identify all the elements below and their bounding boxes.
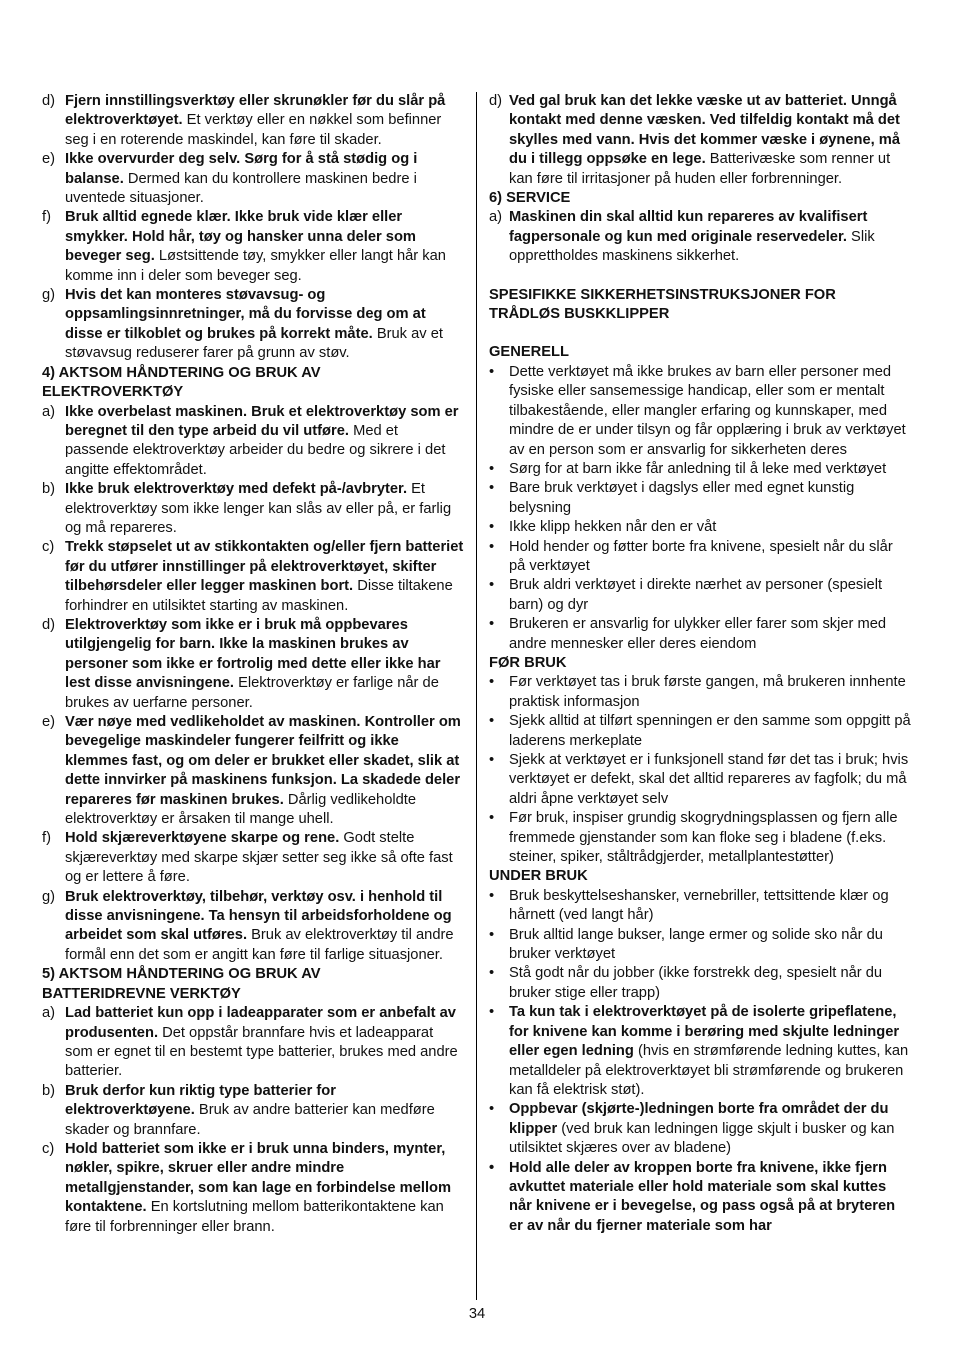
bullet-item: • Bruk alltid lange bukser, lange ermer og solide sko når du bruker verktøyet xyxy=(489,926,883,963)
list-item: e) Ikke overvurder deg selv. Sørg for å stå stødig og i balanse. Dermed kan du kontrollere maskinen bedre i uventede situasjoner. xyxy=(42,151,418,207)
section-heading: 5) AKTSOM HÅNDTERING OG BRUK AV BATTERIDREVNE VERKTØY xyxy=(42,966,321,1002)
section-heading: 4) AKTSOM HÅNDTERING OG BRUK AV ELEKTROVERKTØY xyxy=(42,364,321,401)
bullet-item: • Før bruk, inspiser grundig skogrydningsplassen og fjern alle fremmede gjenstander som kan floke seg i bladene (f.eks. steiner, spiker, ståltrådgjerder, metallplantestøtter) xyxy=(489,810,898,866)
bullet-item: • Sørg for at barn ikke får anledning til å leke med verktøyet xyxy=(489,460,887,477)
bullet-item: • Oppbevar (skjørte-)ledningen borte fra området der du klipper (ved bruk kan ledningen ligge skjult i busker og kan utilsiktet skjæres over av bladene) xyxy=(489,1101,895,1157)
list-item: d) Fjern innstillingsverktøy eller skrunøkler før du slår på elektroverktøyet. Et verktøy eller en nøkkel som befinner seg i en roterende maskindel, kan føre til skader. xyxy=(42,93,446,148)
page-number: 34 xyxy=(468,1306,486,1322)
bullet-item: • Stå godt når du jobber (ikke forstrekk deg, spesielt når du bruker stige eller trapp) xyxy=(489,965,883,1001)
list-item: a) Lad batteriet kun opp i ladeapparater som er anbefalt av produsenten. Det oppstår brannfare hvis et ladeapparat som er egnet til en bestemt type batterier, brukes med andre batterier. xyxy=(42,1005,458,1080)
bullet-item: • Ta kun tak i elektroverktøyet på de isolerte gripeflatene, for knivene kan komme i berøring med skjulte ledninger eller egen ledning (hvis en strømførende ledning kuttes, kan metalldeler på elektroverktøyet bli strømførende og brukeren kan få elektrisk støt). xyxy=(489,1004,909,1098)
bullet-item: • Bruk aldri verktøyet i direkte nærhet av personer (spesielt barn) og dyr xyxy=(489,577,883,613)
list-item: e) Vær nøye med vedlikeholdet av maskinen. Kontroller om bevegelige maskindeler fungerer feilfritt og ikke klemmes fast, og om deler er brukket eller skadet, slik at dette innvirker på maskinens funksjon. La skadede deler repareres før maskinen brukes. Dårlig vedlikeholdte elektroverktøy er årsaken til mange uhell. xyxy=(42,714,461,828)
section-heading: 6) SERVICE xyxy=(489,190,571,207)
bullet-item: • Hold alle deler av kroppen borte fra knivene, ikke fjern avkuttet materiale eller hold materiale som skal kuttes når knivene er i bevegelse, og pass også på at bryteren er av når du fjerner materiale som har xyxy=(489,1159,896,1234)
bullet-item: • Hold hender og føtter borte fra knivene, spesielt når du slår på verktøyet xyxy=(489,538,893,574)
section-heading: SPESIFIKKE SIKKERHETSINSTRUKSJONER FOR TRÅDLØS BUSKKLIPPER xyxy=(489,286,836,323)
list-item: a) Maskinen din skal alltid kun repareres av kvalifisert fagpersonale og kun med originale reservedeler. Slik opprettholdes maskinens sikkerhet. xyxy=(489,209,875,265)
list-item: g) Hvis det kan monteres støvavsug- og oppsamlingsinnretninger, må du forvisse deg om at disse er tilkoblet og brukes på korrekt måte. Bruk av et støvavsug reduserer farer på grunn av støv. xyxy=(42,287,443,362)
list-item: g) Bruk elektroverktøy, tilbehør, verktøy osv. i henhold til disse anvisningene. Ta hensyn til arbeidsforholdene og arbeidet som skal utføres. Bruk av elektroverktøy til andre formål enn det som er angitt kan føre til farlige situasjoner. xyxy=(42,888,454,963)
list-item: b) Ikke bruk elektroverktøy med defekt på-/avbryter. Et elektroverktøy som ikke lenger kan slås av eller på, er farlig og må repareres. xyxy=(42,481,452,536)
list-item: d) Elektroverktøy som ikke er i bruk må oppbevares utilgjengelig for barn. Ikke la maskinen brukes av personer som ikke er fortrolig med dette eller ikke har lest disse anvisningene. Elektroverktøy er farlige når de brukes av uerfarne personer. xyxy=(42,616,441,711)
bullet-item: • Dette verktøyet må ikke brukes av barn eller personer med fysiske eller sansemessige handicap, eller som er mentalt tilbakestående, eller mangler erfaring og kunnskaper, med mindre de er under tilsyn og får opplæring i bruk av verktøyet av en person som er ansvarlig for sikkerheten deres xyxy=(489,363,906,458)
list-item: d) Ved gal bruk kan det lekke væske ut av batteriet. Unngå kontakt med denne væsken. Ved tilfeldig kontakt må det skylles med vann. Hvis det kommer væske i øynene, må du i tillegg oppsøke en lege. Batterivæske som renner ut kan føre til irritasjoner på huden eller forbrenninger. xyxy=(489,93,901,187)
section-heading: UNDER BRUK xyxy=(489,868,588,885)
section-heading: GENERELL xyxy=(489,344,569,361)
list-item: a) Ikke overbelast maskinen. Bruk et elektroverktøy som er beregnet til den type arbeid du vil utføre. Med et passende elektroverktøy arbeider du bedre og sikrere i det angitte effektområdet. xyxy=(42,403,459,478)
bullet-item: • Før verktøyet tas i bruk første gangen, må brukeren innhente praktisk informasjon xyxy=(489,674,906,710)
bullet-item: • Brukeren er ansvarlig for ulykker eller farer som skjer med andre mennesker eller deres eiendom xyxy=(489,616,887,652)
bullet-item: • Sjekk alltid at tilført spenningen er den samme som oppgitt på laderens merkeplate xyxy=(489,713,911,749)
list-item: c) Hold batteriet som ikke er i bruk unna binders, mynter, nøkler, spikre, skruer eller andre mindre metallgjenstander, som kan lage en forbindelse mellom kontaktene. En kortslutning mellom batterikontaktene kan føre til forbrenninger eller brann. xyxy=(42,1140,452,1235)
section-heading: FØR BRUK xyxy=(489,654,567,671)
bullet-item: • Bruk beskyttelseshansker, vernebriller, tettsittende klær og hårnett (ved langt hår) xyxy=(489,887,889,924)
bullet-item: • Sjekk at verktøyet er i funksjonell stand før det tas i bruk; hvis verktøyet er defekt, skal det alltid repareres av fagfolk; du må aldri åpne verktøyet selv xyxy=(489,752,909,807)
bullet-item: • Ikke klipp hekken når den er våt xyxy=(489,519,717,536)
list-item: f) Bruk alltid egnede klær. Ikke bruk vide klær eller smykker. Hold hår, tøy og hansker unna deler som beveger seg. Løstsittende tøy, smykker eller langt hår kan komme inn i deler som beveger seg. xyxy=(42,209,446,284)
bullet-item: • Bare bruk verktøyet i dagslys eller med egnet kunstig belysning xyxy=(489,480,855,516)
column-divider xyxy=(476,92,477,1300)
list-item: b) Bruk derfor kun riktig type batterier for elektroverktøyene. Bruk av andre batterier kan medføre skader og brannfare. xyxy=(42,1082,435,1138)
list-item: f) Hold skjæreverktøyene skarpe og rene. Godt stelte skjæreverktøy med skarpe skjær setter seg ikke så ofte fast og er lettere å føre. xyxy=(42,830,453,886)
left-column xyxy=(42,92,464,1237)
list-item: c) Trekk støpselet ut av stikkontakten og/eller fjern batteriet før du utfører innstillinger på elektroverktøyet, skifter tilbehørsdeler eller legger maskinen bort. Disse tiltakene forhindrer en utilsiktet starting av maskinen. xyxy=(42,539,464,614)
right-column xyxy=(489,92,911,1236)
